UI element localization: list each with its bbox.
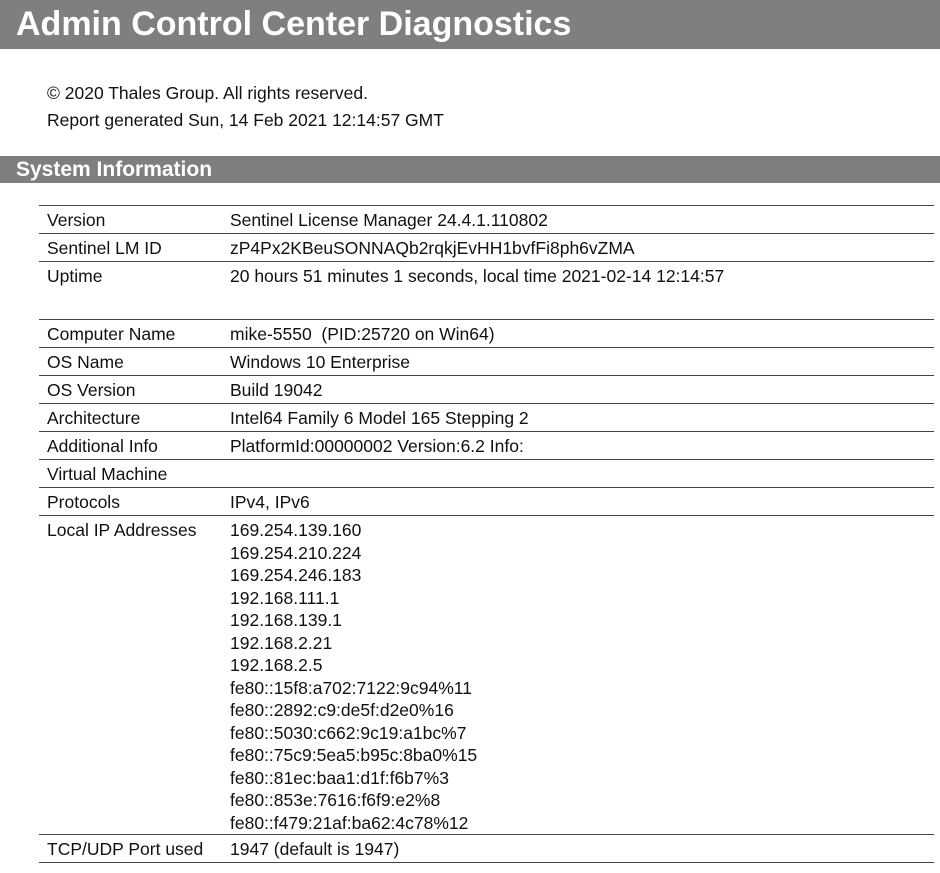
row-value: mike-5550 (PID:25720 on Win64) bbox=[222, 320, 934, 348]
row-label: Architecture bbox=[39, 404, 222, 432]
ip-address: 169.254.246.183 bbox=[230, 565, 362, 585]
row-label: OS Version bbox=[39, 376, 222, 404]
ip-address: fe80::5030:c662:9c19:a1bc%7 bbox=[230, 722, 467, 743]
row-label: Virtual Machine bbox=[39, 460, 222, 488]
row-label: Version bbox=[39, 206, 222, 234]
row-value: 1947 (default is 1947) bbox=[222, 835, 934, 863]
system-info-table bbox=[39, 205, 934, 863]
ip-address: 192.168.2.21 bbox=[230, 632, 333, 653]
ip-address: 192.168.111.1 bbox=[230, 587, 340, 608]
ip-address: 169.254.210.224 bbox=[230, 542, 362, 563]
ip-address: fe80::75c9:5ea5:b95c:8ba0%15 bbox=[230, 745, 478, 765]
row-label: Sentinel LM ID bbox=[39, 234, 222, 262]
row-label: OS Name bbox=[39, 348, 222, 376]
row-virtual-machine bbox=[39, 460, 934, 488]
row-value: Sentinel License Manager 24.4.1.110802 bbox=[222, 206, 934, 234]
row-version bbox=[39, 206, 934, 234]
row-spacer bbox=[39, 290, 934, 320]
row-value: Intel64 Family 6 Model 165 Stepping 2 bbox=[222, 404, 934, 432]
row-tcp-udp-port bbox=[39, 835, 934, 863]
row-value: PlatformId:00000002 Version:6.2 Info: bbox=[222, 432, 934, 460]
row-value: IPv4, IPv6 bbox=[222, 488, 934, 516]
row-computer-name bbox=[39, 320, 934, 348]
ip-address: fe80::15f8:a702:7122:9c94%11 bbox=[230, 677, 472, 698]
row-protocols bbox=[39, 488, 934, 516]
row-additional-info bbox=[39, 432, 934, 460]
ip-address: 192.168.2.5 bbox=[230, 655, 323, 675]
page-title: Admin Control Center Diagnostics bbox=[0, 0, 940, 49]
ip-address: fe80::853e:7616:f6f9:e2%8 bbox=[230, 790, 441, 810]
copyright-text: © 2020 Thales Group. All rights reserved. bbox=[47, 83, 368, 103]
row-label: Uptime bbox=[39, 262, 222, 290]
row-value bbox=[222, 460, 934, 488]
ip-address: 169.254.139.160 bbox=[230, 520, 362, 540]
row-value: zP4Px2KBeuSONNAQb2rqkjEvHH1bvfFi8ph6vZMA bbox=[222, 234, 934, 262]
row-sentinel-lm-id bbox=[39, 234, 934, 262]
report-generated-text: Report generated Sun, 14 Feb 2021 12:14:57 GMT bbox=[47, 110, 444, 130]
ip-address-list bbox=[222, 516, 934, 835]
row-value: Build 19042 bbox=[222, 376, 934, 404]
row-local-ip-addresses bbox=[39, 516, 934, 835]
report-meta bbox=[47, 80, 444, 134]
row-architecture bbox=[39, 404, 934, 432]
section-title-system-information: System Information bbox=[0, 156, 940, 183]
row-label: Additional Info bbox=[39, 432, 222, 460]
row-uptime bbox=[39, 262, 934, 290]
row-label: Computer Name bbox=[39, 320, 222, 348]
ip-address: fe80::81ec:baa1:d1f:f6b7%3 bbox=[230, 767, 449, 788]
ip-address: fe80::2892:c9:de5f:d2e0%16 bbox=[230, 700, 454, 720]
ip-address: fe80::f479:21af:ba62:4c78%12 bbox=[230, 812, 469, 833]
row-os-name bbox=[39, 348, 934, 376]
row-label: TCP/UDP Port used bbox=[39, 835, 222, 863]
ip-address: 192.168.139.1 bbox=[230, 610, 342, 630]
row-os-version bbox=[39, 376, 934, 404]
row-label: Protocols bbox=[39, 488, 222, 516]
row-label: Local IP Addresses bbox=[39, 516, 222, 835]
row-value: 20 hours 51 minutes 1 seconds, local time 2021-02-14 12:14:57 bbox=[222, 262, 934, 290]
row-value: Windows 10 Enterprise bbox=[222, 348, 934, 376]
